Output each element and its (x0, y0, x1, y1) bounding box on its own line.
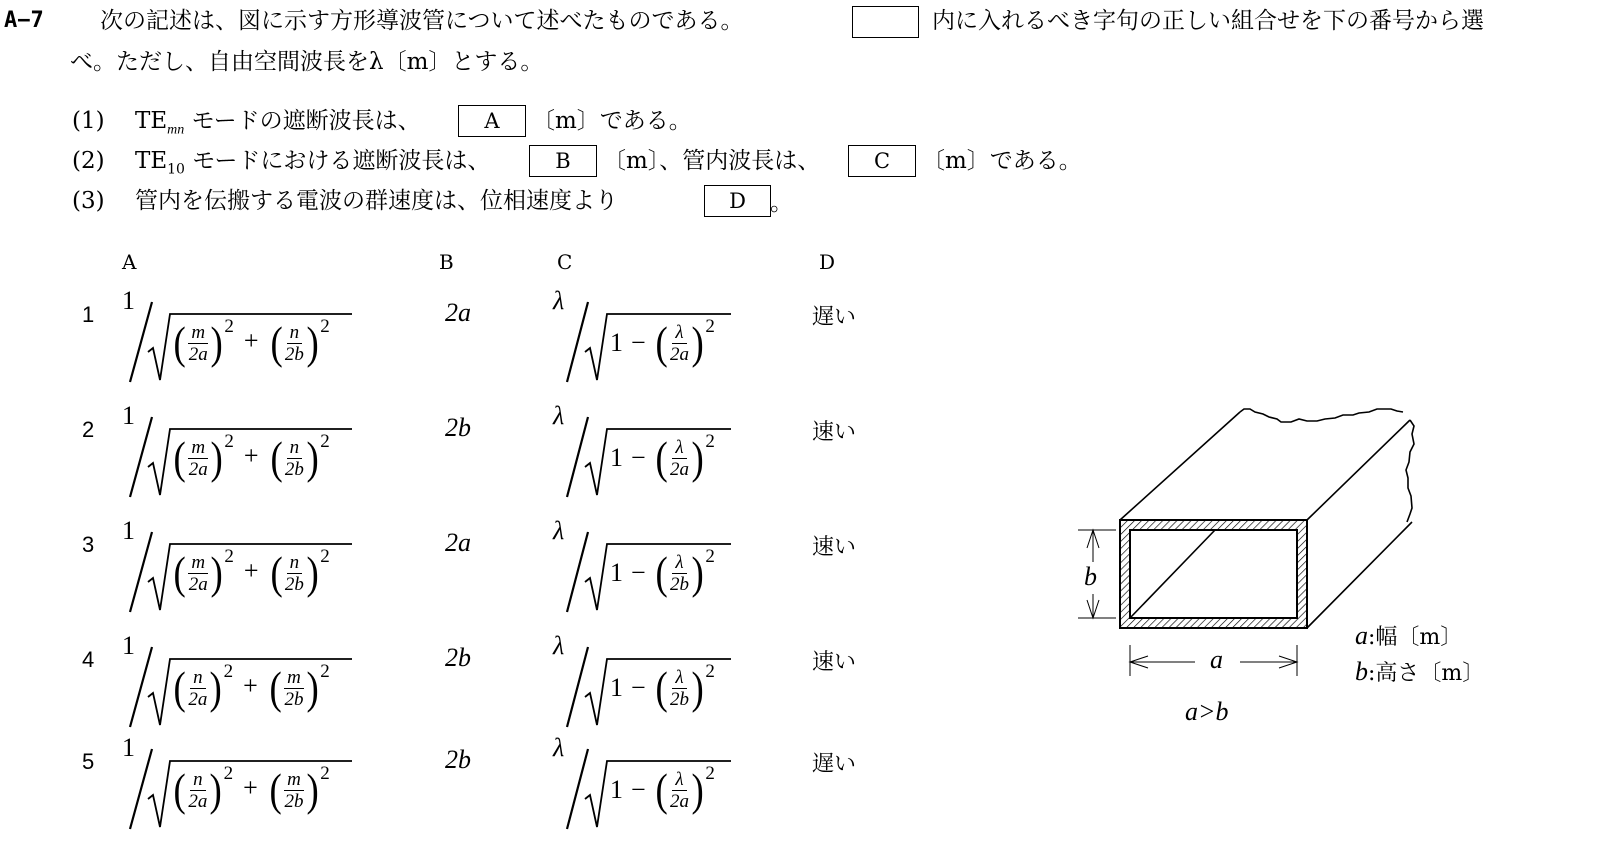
statement-text: モードにおける遮断波長は、 (184, 148, 491, 174)
option-a-numerator: 1 (122, 733, 135, 762)
option-c-numerator: λ (553, 286, 565, 315)
blank-box-d: D (704, 185, 771, 217)
one: 1 (610, 328, 623, 357)
statement-3-tail: 。 (770, 190, 793, 216)
te-label: TE (135, 148, 168, 174)
option-b-value: 2b (445, 413, 471, 442)
option-c-radicand: 1 − ( $\frac{\lambda}{2a}$ ) 2 (610, 763, 715, 815)
exponent: 2 (320, 431, 330, 452)
frac-denominator: 2b (670, 688, 689, 710)
option-b-value: 2b (445, 745, 471, 774)
option-d-value: 遅い (812, 752, 857, 777)
option-a-numerator: 1 (122, 401, 135, 430)
frac-denominator: 2a (188, 458, 208, 480)
option-c-numerator: λ (553, 516, 565, 545)
minus-sign: − (631, 673, 646, 702)
option-b-value: 2b (445, 643, 471, 672)
frac-numerator: n (287, 322, 303, 344)
plus-sign: + (243, 670, 258, 700)
frac-numerator: λ (672, 552, 686, 574)
plus-sign: + (243, 555, 259, 585)
option-number: 2 (82, 417, 95, 442)
column-header-b: B (439, 250, 454, 274)
frac-numerator: λ (672, 322, 686, 344)
option-a-radicand: ( $\frac{n}{2a}$ ) 2 + ( $\frac{m}{2b}$ ) 2 (173, 763, 330, 815)
legend-b (1355, 656, 1484, 687)
option-c-radicand: 1 − ( $\frac{\lambda}{2b}$ ) 2 (610, 661, 715, 713)
option-d-value: 速い (812, 420, 857, 445)
frac-numerator: λ (672, 667, 686, 689)
exponent: 2 (224, 546, 234, 567)
option-a-radicand: ( $\frac{m}{2a}$ ) 2 + ( $\frac{n}{2b}$ ) 2 (173, 316, 330, 368)
frac-numerator: m (188, 552, 208, 574)
plus-sign: + (243, 440, 259, 470)
option-c-radicand: 1 − ( $\frac{\lambda}{2a}$ ) 2 (610, 316, 715, 368)
frac-numerator: n (287, 552, 303, 574)
question-number: A−7 (4, 8, 44, 33)
frac-denominator: 2a (188, 343, 208, 365)
option-d-value: 遅い (812, 305, 857, 330)
inner-diagonal (1130, 530, 1215, 618)
option-b-value: 2a (445, 298, 471, 327)
frac-numerator: n (287, 437, 303, 459)
frac-denominator: 2b (284, 790, 304, 812)
te-subscript: mn (167, 122, 185, 138)
legend-a (1355, 620, 1462, 651)
minus-sign: − (631, 328, 646, 357)
option-c-numerator: λ (553, 733, 565, 762)
condition-a-greater-b: a>b (1185, 697, 1229, 726)
frac-numerator: n (190, 769, 206, 791)
statement-text: モードの遮断波長は、 (184, 108, 421, 134)
exponent: 2 (320, 546, 330, 567)
option-a-numerator: 1 (122, 631, 135, 660)
frac-denominator: 2b (284, 458, 304, 480)
option-d-value: 速い (812, 535, 857, 560)
option-c-numerator: λ (553, 631, 565, 660)
dimension-b-label: b (1084, 562, 1097, 591)
exponent: 2 (223, 661, 234, 682)
plus-sign: + (243, 772, 258, 802)
one: 1 (610, 775, 623, 804)
waveguide-wall-hatch (1120, 520, 1307, 628)
statement-2-tail: 〔m〕である。 (922, 148, 1082, 174)
statement-1-tail: 〔m〕である。 (532, 108, 692, 134)
frac-numerator: λ (672, 769, 686, 791)
option-number: 3 (82, 532, 95, 557)
dimension-lines (1078, 530, 1297, 676)
exponent: 2 (705, 431, 715, 452)
torn-edge (1240, 409, 1414, 522)
exponent: 2 (705, 316, 715, 337)
option-a-radicand: ( $\frac{m}{2a}$ ) 2 + ( $\frac{n}{2b}$ ) 2 (173, 546, 330, 598)
frac-numerator: m (188, 322, 208, 344)
exponent: 2 (320, 661, 330, 682)
exponent: 2 (224, 431, 234, 452)
frac-denominator: 2b (670, 573, 689, 595)
frac-numerator: m (284, 667, 304, 689)
plus-sign: + (243, 325, 259, 355)
option-c-numerator: λ (553, 401, 565, 430)
dimension-a-label: a (1210, 645, 1223, 674)
question-text-line1: 次の記述は、図に示す方形導波管について述べたものである。 (100, 8, 744, 34)
legend-a-text: :幅〔m〕 (1368, 625, 1463, 650)
frac-denominator: 2b (284, 573, 304, 595)
one: 1 (610, 673, 623, 702)
option-c-radicand: 1 − ( $\frac{\lambda}{2b}$ ) 2 (610, 546, 715, 598)
option-d-value: 速い (812, 650, 857, 675)
statement-2-number: (2) (72, 148, 105, 174)
column-header-a: A (122, 250, 137, 274)
frac-denominator: 2a (670, 343, 689, 365)
exponent: 2 (320, 316, 330, 337)
frac-numerator: m (188, 437, 208, 459)
exponent: 2 (705, 546, 715, 567)
exponent: 2 (223, 763, 234, 784)
option-b-value: 2a (445, 528, 471, 557)
question-text-line2: べ。ただし、自由空間波長をλ〔m〕とする。 (70, 49, 544, 75)
frac-numerator: λ (672, 437, 686, 459)
one: 1 (610, 443, 623, 472)
statement-3-number: (3) (72, 188, 105, 214)
frac-numerator: m (284, 769, 304, 791)
option-number: 5 (82, 749, 95, 774)
minus-sign: − (631, 443, 646, 472)
question-text-line1-cont: 内に入れるべき字句の正しい組合せを下の番号から選 (932, 8, 1484, 34)
option-number: 4 (82, 647, 95, 672)
frac-denominator: 2b (284, 343, 304, 365)
frac-denominator: 2a (670, 458, 689, 480)
statement-1-number: (1) (72, 108, 105, 134)
frac-denominator: 2a (188, 688, 208, 710)
blank-box-a: A (458, 105, 526, 137)
legend-b-var: b (1355, 657, 1368, 686)
one: 1 (610, 558, 623, 587)
statement-3: 管内を伝搬する電波の群速度は、位相速度より (135, 188, 618, 214)
statement-2-mid: 〔m〕、管内波長は、 (603, 148, 821, 174)
te-label: TE (135, 108, 168, 134)
frac-denominator: 2a (670, 790, 689, 812)
frac-denominator: 2a (188, 573, 208, 595)
legend-a-var: a (1355, 621, 1368, 650)
te-subscript: 10 (167, 161, 185, 178)
blank-box-c: C (848, 145, 916, 177)
exponent: 2 (705, 763, 715, 784)
exponent: 2 (705, 661, 715, 682)
column-header-c: C (557, 250, 573, 274)
legend-b-text: :高さ〔m〕 (1368, 661, 1485, 686)
frac-numerator: n (190, 667, 206, 689)
option-c-radicand: 1 − ( $\frac{\lambda}{2a}$ ) 2 (610, 431, 715, 483)
exponent: 2 (320, 763, 330, 784)
option-a-numerator: 1 (122, 516, 135, 545)
column-header-d: D (819, 250, 836, 274)
option-number: 1 (82, 302, 95, 327)
option-a-radicand: ( $\frac{n}{2a}$ ) 2 + ( $\frac{m}{2b}$ ) 2 (173, 661, 330, 713)
blank-box-b: B (529, 145, 597, 177)
option-a-numerator: 1 (122, 286, 135, 315)
exponent: 2 (224, 316, 234, 337)
frac-denominator: 2a (188, 790, 208, 812)
option-a-radicand: ( $\frac{m}{2a}$ ) 2 + ( $\frac{n}{2b}$ ) 2 (173, 431, 330, 483)
minus-sign: − (631, 775, 646, 804)
minus-sign: − (631, 558, 646, 587)
frac-denominator: 2b (284, 688, 304, 710)
